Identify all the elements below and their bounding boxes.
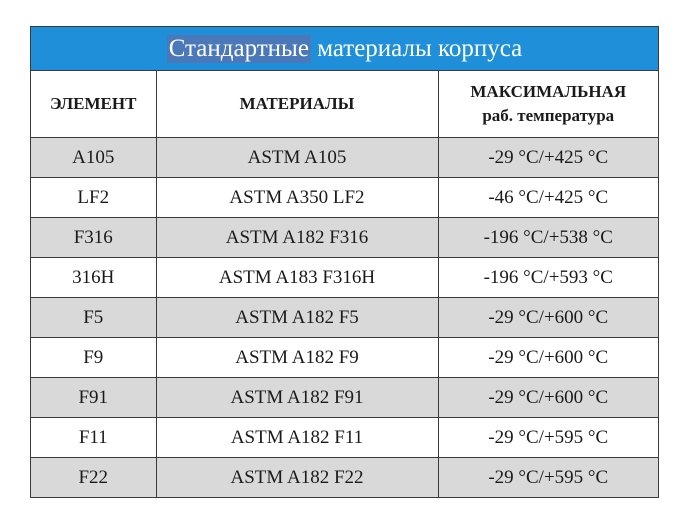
- cell-material: ASTM A182 F9: [156, 338, 438, 378]
- cell-element: F11: [31, 418, 156, 458]
- table-title: [31, 27, 658, 71]
- cell-material: ASTM A182 F5: [156, 298, 438, 338]
- materials-table: [31, 71, 658, 497]
- table-row: [31, 218, 658, 258]
- table-row: [31, 138, 658, 178]
- cell-temperature: -29 °C/+425 °C: [438, 138, 658, 178]
- materials-table-container: [30, 26, 659, 498]
- cell-material: ASTM A350 LF2: [156, 178, 438, 218]
- table-row: [31, 338, 658, 378]
- cell-material: ASTM A182 F316: [156, 218, 438, 258]
- header-element: ЭЛЕМЕНТ: [31, 71, 156, 138]
- cell-temperature: -29 °C/+600 °C: [438, 338, 658, 378]
- cell-temperature: -29 °C/+600 °C: [438, 298, 658, 338]
- cell-temperature: -29 °C/+595 °C: [438, 418, 658, 458]
- table-row: [31, 298, 658, 338]
- cell-material: ASTM A182 F11: [156, 418, 438, 458]
- title-rest: материалы корпуса: [310, 34, 523, 62]
- table-row: [31, 178, 658, 218]
- cell-element: F5: [31, 298, 156, 338]
- cell-element: F316: [31, 218, 156, 258]
- header-max-temp-line2: раб. температура: [482, 106, 615, 125]
- cell-material: ASTM A183 F316H: [156, 258, 438, 298]
- cell-element: F91: [31, 378, 156, 418]
- header-materials: МАТЕРИАЛЫ: [156, 71, 438, 138]
- header-max-temp-line1: МАКСИМАЛЬНАЯ: [470, 82, 627, 101]
- table-row: [31, 378, 658, 418]
- cell-element: 316H: [31, 258, 156, 298]
- cell-temperature: -29 °C/+595 °C: [438, 458, 658, 498]
- table-row: [31, 418, 658, 458]
- table-body: [31, 138, 658, 498]
- cell-element: F9: [31, 338, 156, 378]
- cell-material: ASTM A182 F91: [156, 378, 438, 418]
- cell-temperature: -196 °C/+538 °C: [438, 218, 658, 258]
- cell-material: ASTM A105: [156, 138, 438, 178]
- cell-element: F22: [31, 458, 156, 498]
- cell-temperature: -196 °C/+593 °C: [438, 258, 658, 298]
- cell-element: LF2: [31, 178, 156, 218]
- cell-material: ASTM A182 F22: [156, 458, 438, 498]
- cell-temperature: -46 °C/+425 °C: [438, 178, 658, 218]
- cell-temperature: -29 °C/+600 °C: [438, 378, 658, 418]
- header-max-temp: [438, 71, 658, 138]
- table-row: [31, 458, 658, 498]
- header-row: [31, 71, 658, 138]
- title-highlighted-word: Стандартные: [168, 34, 309, 62]
- table-row: [31, 258, 658, 298]
- cell-element: A105: [31, 138, 156, 178]
